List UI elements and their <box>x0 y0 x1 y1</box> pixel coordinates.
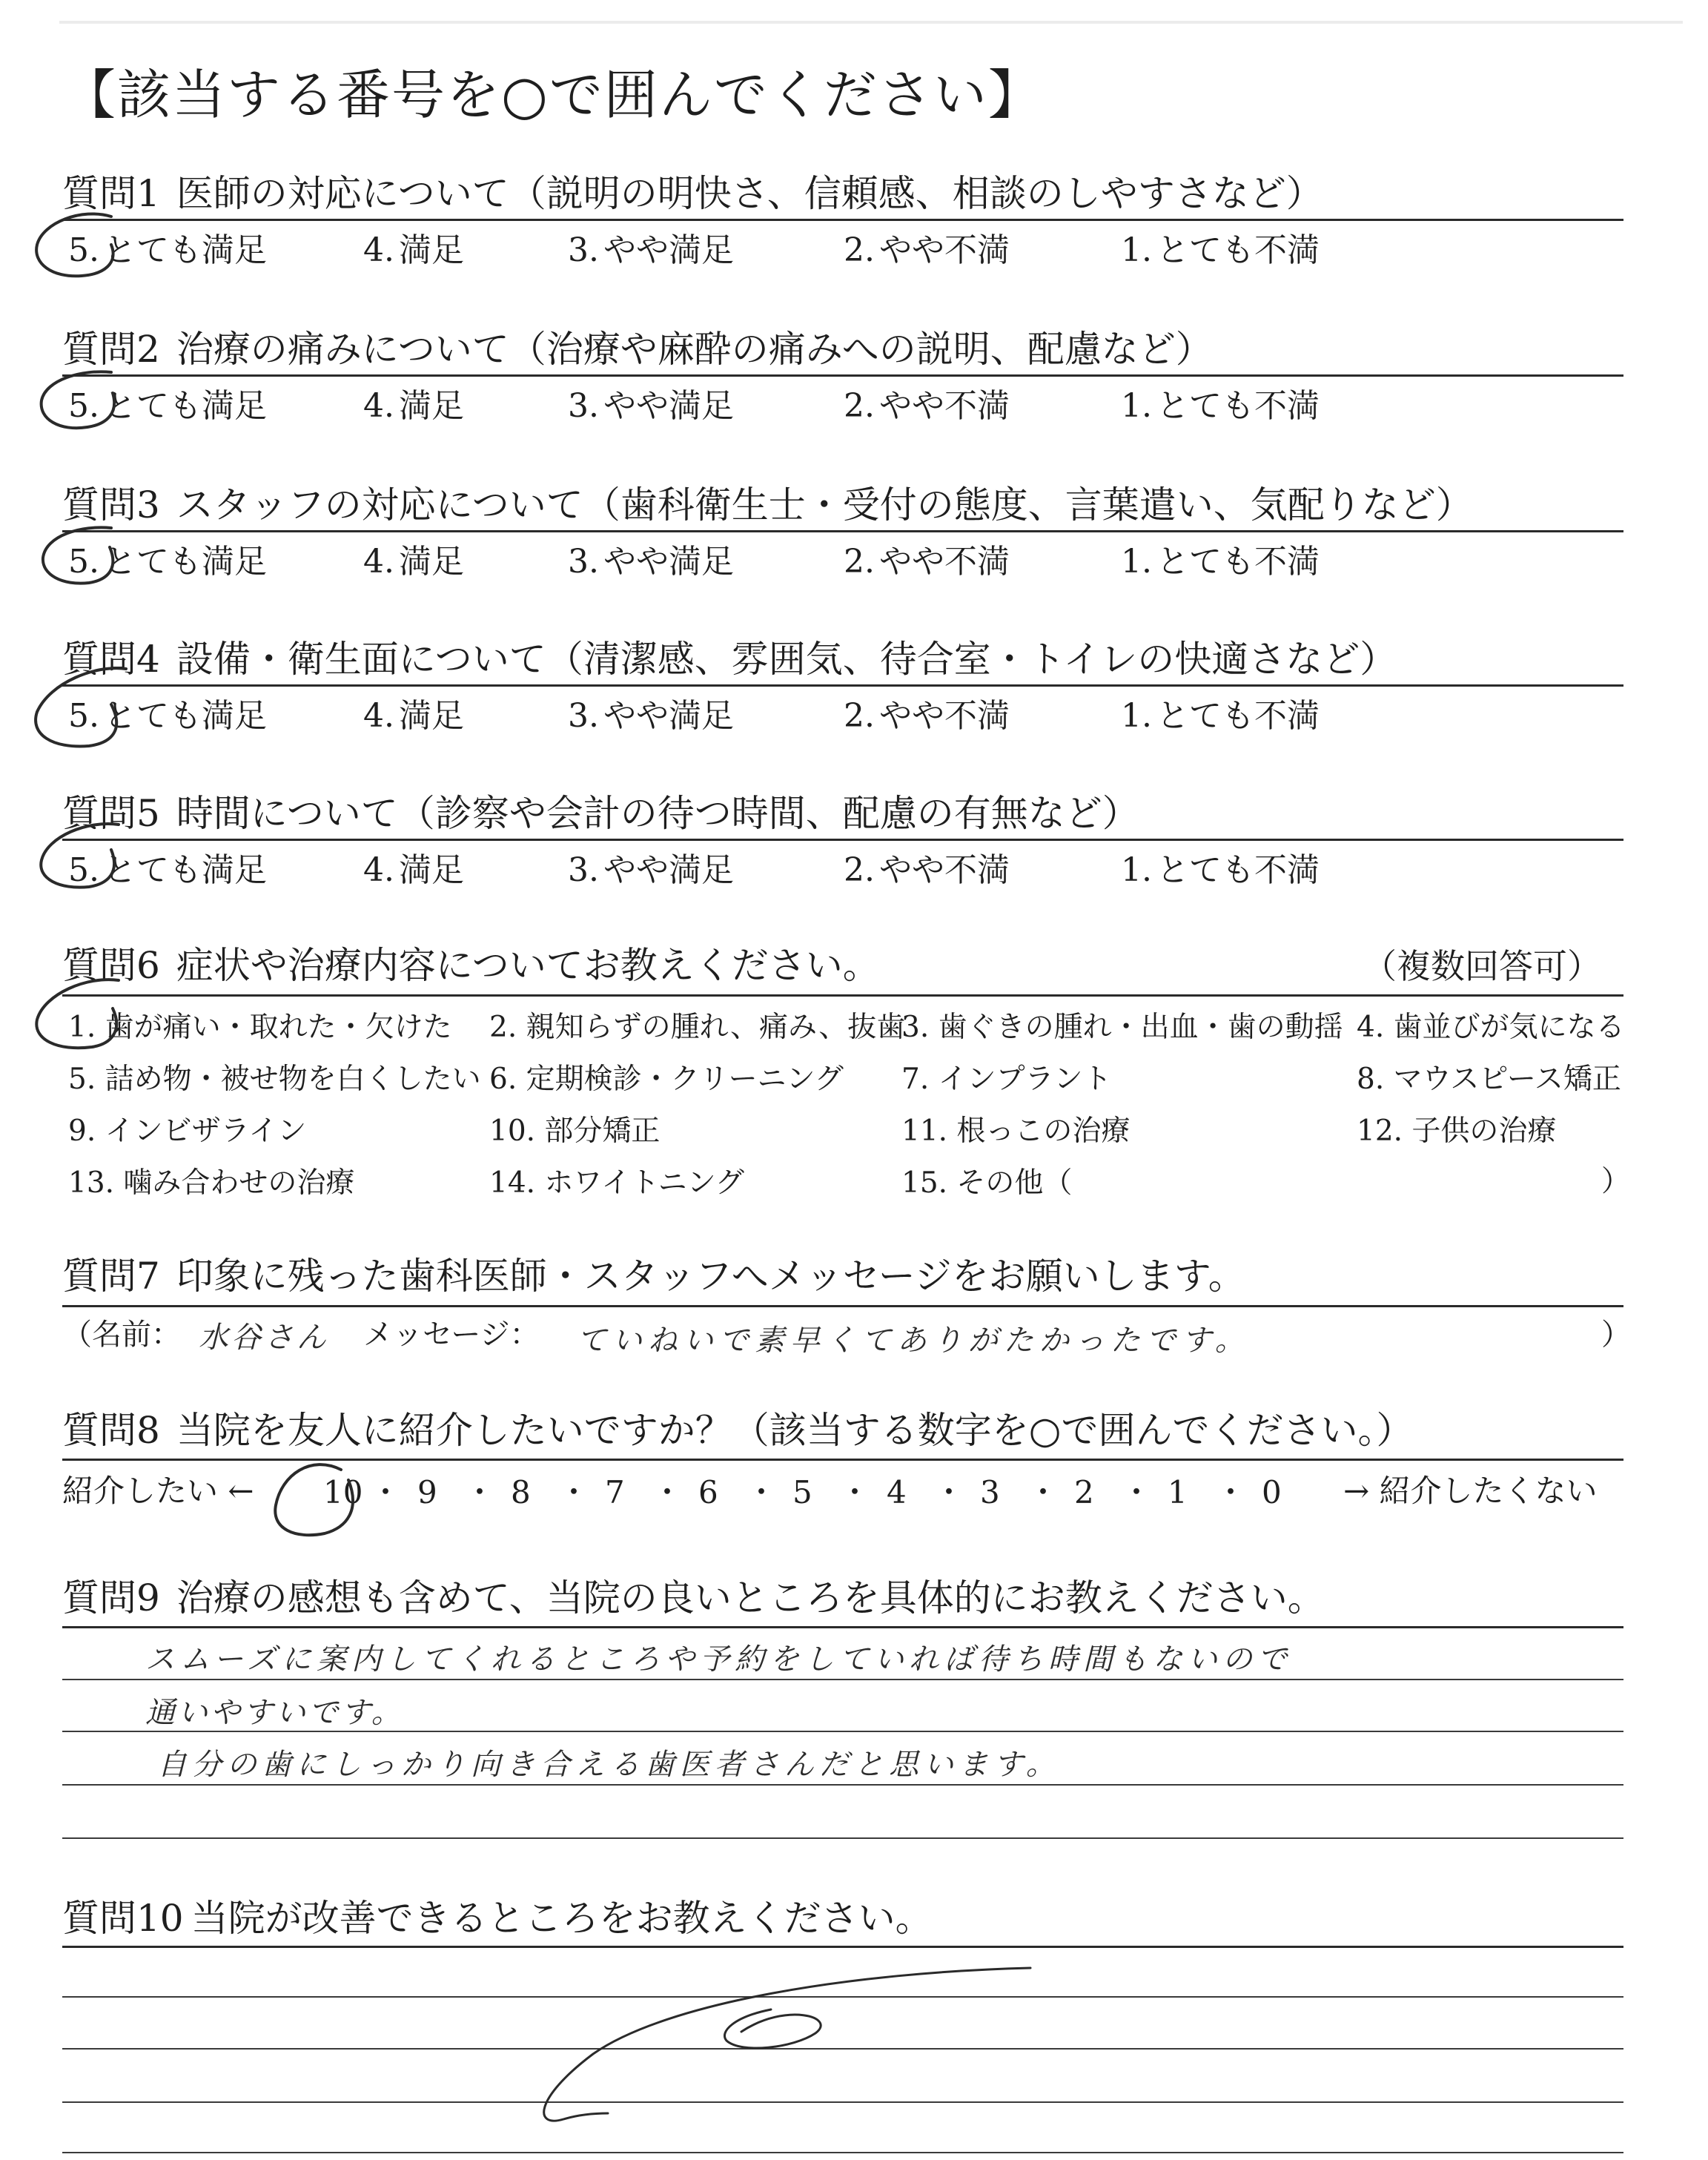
q6-option[interactable]: 13. 噛み合わせの治療 <box>68 1166 355 1200</box>
q8-scale-value[interactable]: 8 <box>511 1474 531 1510</box>
q8-scale-value[interactable]: 0 <box>1262 1474 1282 1510</box>
q8-number: 質問8 <box>62 1409 160 1452</box>
q8-scale-value[interactable]: 1 <box>1168 1474 1188 1510</box>
q10-scribble <box>544 1968 1030 2121</box>
q6-option[interactable]: 6. 定期検診・クリーニング <box>489 1063 844 1096</box>
q8-separator: ・ <box>370 1474 402 1510</box>
q3-option[interactable] <box>68 543 267 581</box>
q2-option[interactable] <box>844 387 1010 425</box>
option-label: とても満足 <box>103 543 267 581</box>
option-label: 満足 <box>398 387 464 425</box>
q1-option[interactable] <box>68 231 267 269</box>
q8-title <box>62 1409 1414 1452</box>
option-label: 満足 <box>398 851 464 889</box>
q8-separator: ・ <box>1121 1474 1153 1510</box>
q6-text: 症状や治療内容についてお教えください。 <box>176 944 880 987</box>
option-label: やや不満 <box>878 387 1010 425</box>
q10-title <box>62 1897 933 1940</box>
q9-text: 治療の感想も含めて、当院の良いところを具体的にお教えください。 <box>176 1576 1325 1619</box>
q1-option[interactable] <box>1121 231 1320 269</box>
q4-option[interactable] <box>363 697 464 735</box>
q9-underline <box>62 1626 1623 1628</box>
q2-text: 治療の痛みについて（治療や麻酔の痛みへの説明、配慮など） <box>176 328 1213 371</box>
q6-number: 質問6 <box>62 944 160 987</box>
q6-title <box>62 944 880 987</box>
q1-underline <box>62 219 1623 221</box>
q5-option[interactable] <box>844 851 1010 889</box>
option-number: 5. <box>68 543 99 581</box>
q10-answer-line <box>62 2048 1623 2050</box>
q2-option[interactable] <box>68 387 267 425</box>
option-label: とても不満 <box>1156 543 1320 581</box>
q2-underline <box>62 374 1623 377</box>
q4-number: 質問4 <box>62 638 160 681</box>
q7-number: 質問7 <box>62 1255 160 1298</box>
option-number: 3. <box>568 231 599 269</box>
option-label: やや不満 <box>878 697 1010 735</box>
option-number: 1. <box>1121 697 1152 735</box>
option-label: やや不満 <box>878 231 1010 269</box>
q3-option[interactable] <box>1121 543 1320 581</box>
q8-scale-value[interactable]: 5 <box>792 1474 812 1510</box>
q3-option[interactable] <box>363 543 464 581</box>
q8-separator: ・ <box>839 1474 871 1510</box>
q10-answer-line <box>62 2152 1623 2153</box>
q5-option[interactable] <box>568 851 734 889</box>
q4-option[interactable] <box>1121 697 1320 735</box>
q1-title <box>62 172 1323 215</box>
option-label: とても満足 <box>103 851 267 889</box>
q9-title <box>62 1576 1325 1619</box>
q6-other-close: ） <box>1601 1165 1631 1198</box>
q9-number: 質問9 <box>62 1576 160 1619</box>
q9-answer-line <box>62 1784 1623 1786</box>
q9-answer-text: 通いやすいです。 <box>145 1696 404 1730</box>
option-label: やや満足 <box>603 387 734 425</box>
q5-option[interactable] <box>363 851 464 889</box>
option-number: 1. <box>1121 387 1152 425</box>
page-header: 【該当する番号を○で囲んでください】 <box>62 64 1043 126</box>
option-number: 4. <box>363 231 394 269</box>
q8-scale-value[interactable]: 6 <box>698 1474 718 1510</box>
option-label: やや不満 <box>878 543 1010 581</box>
q2-option[interactable] <box>363 387 464 425</box>
q4-title <box>62 638 1397 681</box>
q3-option[interactable] <box>568 543 734 581</box>
q8-separator: ・ <box>933 1474 965 1510</box>
option-number: 3. <box>568 697 599 735</box>
q6-option[interactable]: 12. 子供の治療 <box>1357 1114 1557 1148</box>
q1-text: 医師の対応について（説明の明快さ、信頼感、相談のしやすさなど） <box>176 172 1323 215</box>
option-number: 3. <box>568 543 599 581</box>
q1-number: 質問1 <box>62 172 160 215</box>
q10-answer-line <box>62 2101 1623 2103</box>
option-number: 1. <box>1121 231 1152 269</box>
option-label: やや満足 <box>603 543 734 581</box>
q6-option[interactable]: 4. 歯並びが気になる <box>1357 1011 1625 1044</box>
q5-title <box>62 792 1139 835</box>
option-number: 5. <box>68 231 99 269</box>
q5-option[interactable] <box>1121 851 1320 889</box>
q8-right-label: → 紹介したくない <box>1343 1473 1598 1509</box>
q1-option[interactable] <box>568 231 734 269</box>
q8-separator: ・ <box>1027 1474 1059 1510</box>
q8-scale-value[interactable]: 3 <box>980 1474 1000 1510</box>
q6-option[interactable]: 7. インプラント <box>901 1063 1112 1096</box>
q2-option[interactable] <box>568 387 734 425</box>
option-number: 2. <box>844 387 875 425</box>
q7-text: 印象に残った歯科医師・スタッフへメッセージをお願いします。 <box>176 1255 1245 1298</box>
q3-underline <box>62 530 1623 532</box>
option-label: とても満足 <box>103 231 267 269</box>
q6-underline <box>62 994 1623 997</box>
q3-option[interactable] <box>844 543 1010 581</box>
q1-option[interactable] <box>844 231 1010 269</box>
q10-answer-line <box>62 1996 1623 1998</box>
q9-answer-line <box>62 1731 1623 1732</box>
option-number: 4. <box>363 543 394 581</box>
q7-title <box>62 1255 1245 1298</box>
q5-text: 時間について（診察や会計の待つ時間、配慮の有無など） <box>176 792 1139 835</box>
option-number: 4. <box>363 851 394 889</box>
option-number: 4. <box>363 387 394 425</box>
q8-scale-value[interactable]: 4 <box>887 1474 907 1510</box>
q6-option[interactable]: 9. インビザライン <box>68 1114 307 1148</box>
q8-scale-value[interactable]: 10 <box>323 1474 363 1510</box>
q8-text: 当院を友人に紹介したいですか？（該当する数字を○で囲んでください。） <box>176 1409 1414 1452</box>
option-label: とても不満 <box>1156 387 1320 425</box>
option-number: 5. <box>68 851 99 889</box>
option-label: 満足 <box>398 543 464 581</box>
q1-option[interactable] <box>363 231 464 269</box>
option-number: 4. <box>363 697 394 735</box>
q8-scale-value[interactable]: 9 <box>417 1474 437 1510</box>
q7-message-label: メッセージ： <box>363 1318 540 1352</box>
option-number: 5. <box>68 697 99 735</box>
option-number: 2. <box>844 697 875 735</box>
option-label: 満足 <box>398 697 464 735</box>
q6-option[interactable]: 11. 根っこの治療 <box>901 1114 1131 1148</box>
option-number: 3. <box>568 851 599 889</box>
q10-text: 当院が改善できるところをお教えください。 <box>191 1897 933 1940</box>
q9-answer-text: 自分の歯にしっかり向き合える歯医者さんだと思います。 <box>157 1748 1061 1782</box>
option-label: やや満足 <box>603 851 734 889</box>
q10-underline <box>62 1946 1623 1948</box>
option-label: とても不満 <box>1156 851 1320 889</box>
q8-separator: ・ <box>1215 1474 1247 1510</box>
q8-scale-value[interactable]: 2 <box>1074 1474 1094 1510</box>
option-label: とても不満 <box>1156 231 1320 269</box>
q8-scale-value[interactable]: 7 <box>605 1474 625 1510</box>
q2-option[interactable] <box>1121 387 1320 425</box>
option-label: とても満足 <box>103 697 267 735</box>
q8-separator: ・ <box>652 1474 683 1510</box>
q4-option[interactable] <box>568 697 734 735</box>
option-number: 1. <box>1121 851 1152 889</box>
q2-number: 質問2 <box>62 328 160 371</box>
q5-number: 質問5 <box>62 792 160 835</box>
option-label: やや不満 <box>878 851 1010 889</box>
q3-text: スタッフの対応について（歯科衛生士・受付の態度、言葉遣い、気配りなど） <box>176 483 1473 526</box>
option-number: 2. <box>844 851 875 889</box>
q7-message-answer: ていねいで素早くてありがたかったです。 <box>577 1324 1251 1358</box>
q8-underline <box>62 1459 1623 1461</box>
option-number: 5. <box>68 387 99 425</box>
q4-option[interactable] <box>68 697 267 735</box>
q4-text: 設備・衛生面について（清潔感、雰囲気、待合室・トイレの快適さなど） <box>176 638 1397 681</box>
q8-left-label: 紹介したい ← <box>62 1473 254 1509</box>
option-label: やや満足 <box>603 231 734 269</box>
option-number: 1. <box>1121 543 1152 581</box>
q6-multi-note: （複数回答可） <box>1363 946 1601 986</box>
q6-option[interactable]: 1. 歯が痛い・取れた・欠けた <box>68 1011 452 1044</box>
option-label: 満足 <box>398 231 464 269</box>
q7-close: ） <box>1601 1318 1631 1352</box>
q6-option[interactable]: 2. 親知らずの腫れ、痛み、抜歯 <box>489 1011 906 1044</box>
option-number: 3. <box>568 387 599 425</box>
q8-separator: ・ <box>746 1474 778 1510</box>
top-edge-rule <box>59 21 1683 24</box>
option-label: とても不満 <box>1156 697 1320 735</box>
q10-number: 質問10 <box>62 1897 184 1940</box>
q4-option[interactable] <box>844 697 1010 735</box>
option-label: とても満足 <box>103 387 267 425</box>
q8-separator: ・ <box>464 1474 496 1510</box>
q2-title <box>62 328 1213 371</box>
q4-underline <box>62 684 1623 687</box>
q6-option[interactable]: 3. 歯ぐきの腫れ・出血・歯の動揺 <box>901 1011 1343 1044</box>
option-number: 2. <box>844 543 875 581</box>
q7-name-answer: 水谷さん <box>199 1321 329 1355</box>
q7-underline <box>62 1305 1623 1307</box>
q9-answer-line <box>62 1679 1623 1680</box>
q3-title <box>62 483 1473 526</box>
q6-option[interactable]: 10. 部分矯正 <box>489 1114 661 1148</box>
q9-answer-line <box>62 1837 1623 1839</box>
option-label: やや満足 <box>603 697 734 735</box>
q6-option[interactable]: 8. マウスピース矯正 <box>1357 1063 1621 1096</box>
q9-answer-text: スムーズに案内してくれるところや予約をしていれば待ち時間もないので <box>145 1642 1292 1677</box>
q5-option[interactable] <box>68 851 267 889</box>
q6-option[interactable]: 14. ホワイトニング <box>489 1166 744 1200</box>
q8-separator: ・ <box>558 1474 590 1510</box>
q6-option[interactable]: 15. その他（ <box>901 1166 1073 1200</box>
option-number: 2. <box>844 231 875 269</box>
q3-number: 質問3 <box>62 483 160 526</box>
q7-name-label: （名前： <box>62 1318 181 1352</box>
q6-option[interactable]: 5. 詰め物・被せ物を白くしたい <box>68 1063 481 1096</box>
q5-underline <box>62 839 1623 841</box>
